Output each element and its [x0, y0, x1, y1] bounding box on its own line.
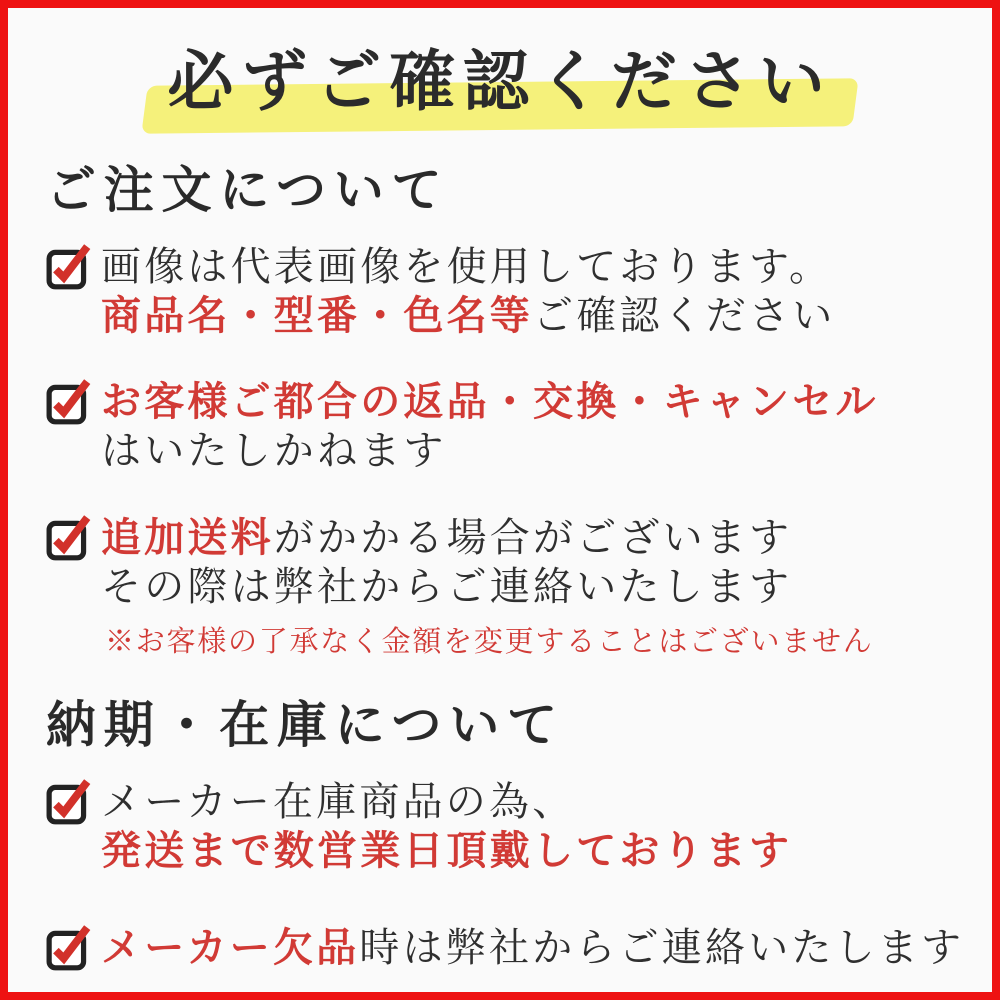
checklist-item-extra-shipping — [46, 514, 992, 659]
item-line — [101, 292, 835, 341]
section-order — [8, 159, 992, 659]
item-line-emphasis: お客様ご都合の返品・交換・キャンセル — [101, 378, 879, 426]
item-line-text: 時は弊社からご連絡いたします — [359, 924, 965, 971]
item-note: ※お客様の了承なく金額を変更することはございません — [105, 623, 874, 658]
item-text — [101, 243, 835, 341]
item-line-text: がかかる場合がございます — [273, 515, 793, 562]
checked-checkbox-icon — [46, 514, 94, 562]
page-title: 必ずご確認ください — [167, 42, 833, 120]
item-line-emphasis: 追加送料 — [101, 514, 274, 562]
item-text — [101, 778, 792, 876]
section-delivery-stock — [8, 697, 992, 972]
item-line — [101, 427, 879, 476]
item-line-text: メーカー在庫商品の為、 — [101, 779, 576, 826]
item-line — [101, 563, 874, 612]
item-line — [101, 243, 835, 292]
item-line — [101, 778, 792, 827]
item-line-text: はいたしかねます — [101, 428, 447, 475]
item-line — [101, 514, 874, 563]
item-line — [101, 924, 964, 973]
checked-checkbox-icon — [46, 378, 94, 426]
item-line-text: 画像は代表画像を使用しております。 — [101, 243, 833, 290]
item-line-emphasis: 商品名・型番・色名等 — [101, 291, 533, 339]
item-line-text: ご確認ください — [533, 292, 836, 339]
item-line-emphasis: メーカー欠品 — [101, 923, 360, 971]
checklist-item-no-returns — [46, 378, 992, 476]
checked-checkbox-icon — [46, 243, 94, 291]
section-heading-order: ご注文について — [46, 159, 450, 219]
item-line — [101, 378, 879, 427]
checklist-item-maker-out-of-stock — [46, 924, 992, 973]
checked-checkbox-icon — [46, 924, 94, 972]
item-line-text: その際は弊社からご連絡いたします — [101, 563, 793, 610]
item-text — [101, 514, 874, 659]
item-text — [101, 924, 964, 973]
item-line-emphasis: 発送まで数営業日頂戴しております — [101, 826, 793, 874]
item-text — [101, 378, 879, 476]
checked-checkbox-icon — [46, 778, 94, 826]
section-heading-delivery: 納期・在庫について — [46, 695, 565, 755]
notice-title-block — [8, 44, 992, 120]
item-line — [101, 827, 792, 876]
checklist-item-representative-image — [46, 243, 992, 341]
checklist-item-maker-stock — [46, 778, 992, 876]
